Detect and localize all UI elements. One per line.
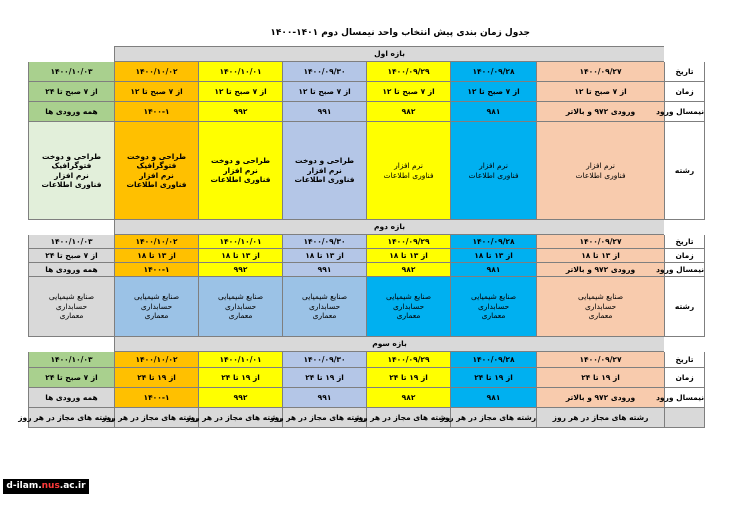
entry-cell: ۱۴۰۰-۱ (115, 388, 199, 408)
time-cell: از ۱۹ تا ۲۴ (367, 368, 451, 388)
time-cell: از ۱۳ تا ۱۸ (537, 249, 665, 263)
entry-cell: ۹۹۱ (283, 102, 367, 122)
date-cell: ۱۴۰۰/۱۰/۰۱ (199, 62, 283, 82)
entry-cell: ۹۹۲ (199, 388, 283, 408)
period-3-date-row (29, 352, 705, 368)
period-2-major-row (29, 277, 705, 337)
date-cell: ۱۴۰۰/۰۹/۲۸ (451, 62, 537, 82)
entry-cell: ۹۸۱ (451, 263, 537, 277)
period-2-title: بازه دوم (115, 220, 665, 235)
date-cell: ۱۴۰۰/۰۹/۲۸ (451, 352, 537, 368)
entry-cell: ۹۸۱ (451, 388, 537, 408)
period-1-major-row (29, 122, 705, 220)
time-cell: از ۱۹ تا ۲۴ (283, 368, 367, 388)
entry-cell: همه ورودی ها (29, 263, 115, 277)
entry-cell: ۱۴۰۰-۱ (115, 102, 199, 122)
major-cell: طراحی و دوخت فتوگرافیک نرم افزار فناوری اطلاعات (29, 122, 115, 220)
major-cell: نرم افزار فناوری اطلاعات (367, 122, 451, 220)
date-cell: ۱۴۰۰/۱۰/۰۲ (115, 352, 199, 368)
label-date: تاریخ (665, 235, 705, 249)
major-note-cell: رشته های مجاز در هر روز (451, 408, 537, 428)
entry-cell: ۹۸۲ (367, 388, 451, 408)
period-1-time-row (29, 82, 705, 102)
period-3-entry-row (29, 388, 705, 408)
entry-cell: ۹۹۲ (199, 263, 283, 277)
time-cell: از ۱۹ تا ۲۴ (451, 368, 537, 388)
label-major-empty (665, 408, 705, 428)
label-date: تاریخ (665, 62, 705, 82)
major-cell: صنایع شیمیایی حسابداری معماری (537, 277, 665, 337)
time-cell: از ۱۳ تا ۱۸ (451, 249, 537, 263)
entry-cell: همه ورودی ها (29, 388, 115, 408)
period-2-date-row (29, 235, 705, 249)
label-date: تاریخ (665, 352, 705, 368)
date-cell: ۱۴۰۰/۰۹/۲۷ (537, 352, 665, 368)
label-entry: نیمسال ورود (665, 263, 705, 277)
schedule-table (18, 46, 705, 428)
time-cell: از ۱۹ تا ۲۴ (537, 368, 665, 388)
date-cell: ۱۴۰۰/۰۹/۲۹ (367, 352, 451, 368)
date-cell: ۱۴۰۰/۰۹/۲۷ (537, 235, 665, 249)
date-cell: ۱۴۰۰/۱۰/۰۱ (199, 235, 283, 249)
major-note-cell: رشته های مجاز در هر روز (283, 408, 367, 428)
period-2-entry-row (29, 263, 705, 277)
date-cell: ۱۴۰۰/۱۰/۰۲ (115, 235, 199, 249)
major-cell: صنایع شیمیایی حسابداری معماری (367, 277, 451, 337)
label-major: رشته (665, 277, 705, 337)
label-time: زمان (665, 82, 705, 102)
period-1-entry-row (29, 102, 705, 122)
date-cell: ۱۴۰۰/۰۹/۲۹ (367, 62, 451, 82)
time-cell: از ۱۳ تا ۱۸ (367, 249, 451, 263)
entry-cell: ۹۹۱ (283, 388, 367, 408)
time-cell: از ۷ صبح تا ۱۲ (115, 82, 199, 102)
period-2-time-row (29, 249, 705, 263)
major-cell: صنایع شیمیایی حسابداری معماری (451, 277, 537, 337)
time-cell: از ۷ صبح تا ۲۴ (29, 82, 115, 102)
site-watermark: d-ilam.nus.ac.ir (3, 479, 89, 494)
entry-cell: ۱۴۰۰-۱ (115, 263, 199, 277)
period-3-major-row (29, 408, 705, 428)
date-cell: ۱۴۰۰/۱۰/۰۱ (199, 352, 283, 368)
major-note-cell: رشته های مجاز در هر روز (115, 408, 199, 428)
time-cell: از ۱۳ تا ۱۸ (199, 249, 283, 263)
label-entry: نیمسال ورود (665, 388, 705, 408)
date-cell: ۱۴۰۰/۰۹/۲۷ (537, 62, 665, 82)
major-note-cell: رشته های مجاز در هر روز (29, 408, 115, 428)
entry-cell: ۹۹۱ (283, 263, 367, 277)
label-entry: نیمسال ورود (665, 102, 705, 122)
major-note-cell: رشته های مجاز در هر روز (199, 408, 283, 428)
time-cell: از ۱۹ تا ۲۴ (199, 368, 283, 388)
time-cell: از ۷ صبح تا ۱۲ (199, 82, 283, 102)
entry-cell: همه ورودی ها (29, 102, 115, 122)
major-cell: نرم افزار فناوری اطلاعات (537, 122, 665, 220)
date-cell: ۱۴۰۰/۰۹/۲۸ (451, 235, 537, 249)
period-3-title: بازه سوم (115, 337, 665, 352)
date-cell: ۱۴۰۰/۱۰/۰۳ (29, 62, 115, 82)
period-3-header (29, 337, 705, 352)
time-cell: از ۷ صبح تا ۱۲ (537, 82, 665, 102)
entry-cell: ۹۸۱ (451, 102, 537, 122)
major-note-cell: رشته های مجاز در هر روز (537, 408, 665, 428)
major-cell: نرم افزار فناوری اطلاعات (451, 122, 537, 220)
label-major: رشته (665, 122, 705, 220)
period-3-time-row (29, 368, 705, 388)
date-cell: ۱۴۰۰/۰۹/۳۰ (283, 352, 367, 368)
time-cell: از ۷ صبح تا ۱۲ (367, 82, 451, 102)
date-cell: ۱۴۰۰/۰۹/۳۰ (283, 235, 367, 249)
major-note-cell: رشته های مجاز در هر روز (367, 408, 451, 428)
page-title: جدول زمان بندی پیش انتخاب واحد نیمسال دوم ۱۴۰۱-۱۴۰۰ (270, 28, 530, 38)
major-cell: طراحی و دوخت نرم افزار فناوری اطلاعات (199, 122, 283, 220)
entry-cell: ۹۹۲ (199, 102, 283, 122)
entry-cell: ورودی ۹۷۲ و بالاتر (537, 388, 665, 408)
entry-cell: ۹۸۲ (367, 263, 451, 277)
major-cell: صنایع شیمیایی حسابداری معماری (29, 277, 115, 337)
period-2-header (29, 220, 705, 235)
time-cell: از ۱۹ تا ۲۴ (115, 368, 199, 388)
time-cell: از ۷ صبح تا ۱۲ (451, 82, 537, 102)
date-cell: ۱۴۰۰/۱۰/۰۳ (29, 235, 115, 249)
period-1-title: بازه اول (115, 47, 665, 62)
time-cell: از ۱۳ تا ۱۸ (115, 249, 199, 263)
entry-cell: ورودی ۹۷۲ و بالاتر (537, 263, 665, 277)
time-cell: از ۱۳ تا ۱۸ (283, 249, 367, 263)
date-cell: ۱۴۰۰/۰۹/۲۹ (367, 235, 451, 249)
date-cell: ۱۴۰۰/۰۹/۳۰ (283, 62, 367, 82)
time-cell: از ۷ صبح تا ۱۲ (283, 82, 367, 102)
label-time: زمان (665, 368, 705, 388)
entry-cell: ورودی ۹۷۲ و بالاتر (537, 102, 665, 122)
period-1-date-row (29, 62, 705, 82)
time-cell: از ۷ صبح تا ۲۴ (29, 249, 115, 263)
time-cell: از ۷ صبح تا ۲۴ (29, 368, 115, 388)
label-time: زمان (665, 249, 705, 263)
major-cell: صنایع شیمیایی حسابداری معماری (115, 277, 199, 337)
period-1-header (29, 47, 705, 62)
major-cell: صنایع شیمیایی حسابداری معماری (283, 277, 367, 337)
entry-cell: ۹۸۲ (367, 102, 451, 122)
major-cell: طراحی و دوخت نرم افزار فناوری اطلاعات (283, 122, 367, 220)
major-cell: صنایع شیمیایی حسابداری معماری (199, 277, 283, 337)
major-cell: طراحی و دوخت فتوگرافیک نرم افزار فناوری اطلاعات (115, 122, 199, 220)
date-cell: ۱۴۰۰/۱۰/۰۳ (29, 352, 115, 368)
date-cell: ۱۴۰۰/۱۰/۰۲ (115, 62, 199, 82)
